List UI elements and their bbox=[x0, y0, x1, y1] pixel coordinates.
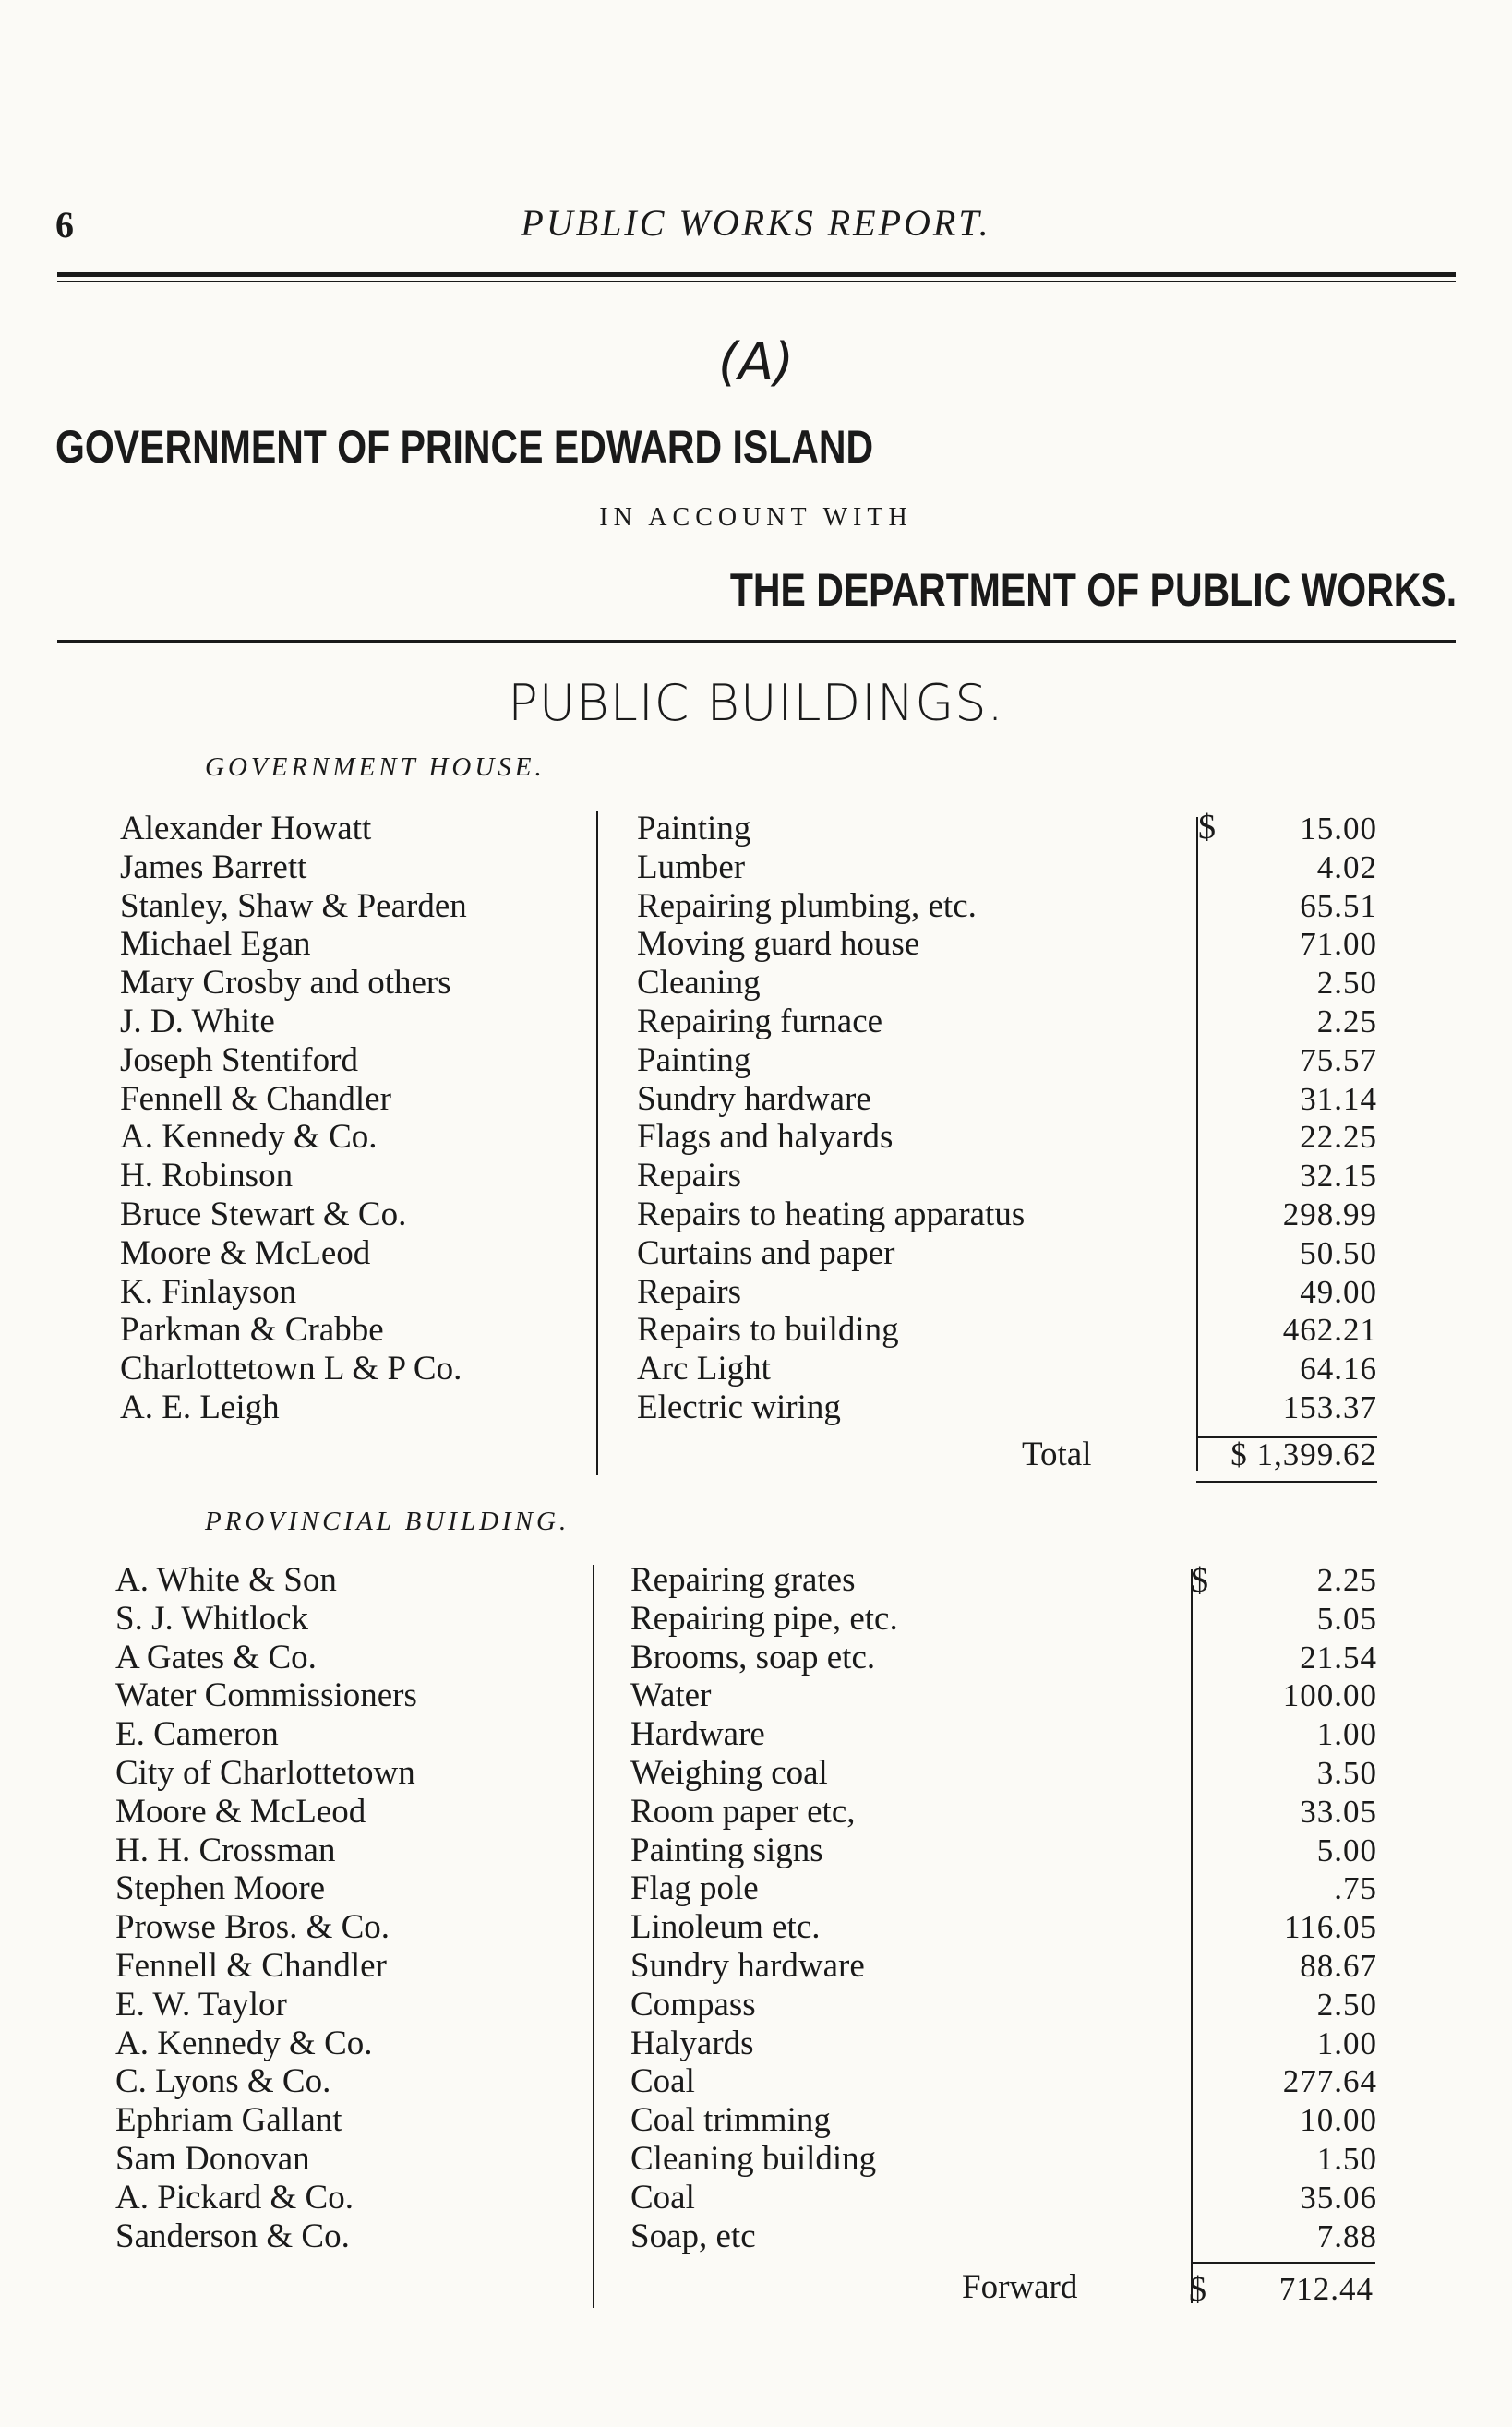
payee-name: Charlottetown L & P Co. bbox=[120, 1350, 462, 1388]
item-amount: 5.05 bbox=[1316, 1600, 1377, 1637]
payee-name: K. Finlayson bbox=[120, 1272, 297, 1311]
item-description: Repairs bbox=[637, 1272, 742, 1311]
item-description: Hardware bbox=[630, 1715, 765, 1754]
payee-name: E. W. Taylor bbox=[115, 1985, 287, 2024]
ledger-row bbox=[0, 2101, 1512, 2140]
ledger-row bbox=[0, 1350, 1512, 1388]
ledger-row bbox=[0, 2025, 1512, 2063]
payee-name: A. White & Son bbox=[115, 1561, 337, 1599]
ledger-row bbox=[0, 1234, 1512, 1273]
payee-name: S. J. Whitlock bbox=[115, 1599, 308, 1638]
payee-name: Parkman & Crabbe bbox=[120, 1311, 384, 1350]
payee-name: Sam Donovan bbox=[115, 2140, 310, 2178]
payee-name: Mary Crosby and others bbox=[120, 964, 451, 1003]
in-account-with: IN ACCOUNT WITH bbox=[599, 503, 913, 532]
item-description: Sundry hardware bbox=[637, 1079, 871, 1118]
payee-name: J. D. White bbox=[120, 1003, 275, 1040]
item-description: Repairing grates bbox=[630, 1561, 856, 1599]
item-description: Coal bbox=[630, 2178, 695, 2217]
ledger-row bbox=[0, 1273, 1512, 1312]
payee-name: Stanley, Shaw & Pearden bbox=[120, 886, 467, 925]
item-amount: 1.00 bbox=[1316, 1716, 1377, 1753]
item-amount: 10.00 bbox=[1300, 2102, 1377, 2139]
ledger-row bbox=[0, 810, 1512, 848]
ledger-row bbox=[0, 1157, 1512, 1195]
item-description: Cleaning bbox=[637, 964, 761, 1003]
payee-name: Bruce Stewart & Co. bbox=[120, 1195, 407, 1233]
payee-name: Joseph Stentiford bbox=[120, 1040, 358, 1079]
payee-name: Alexander Howatt bbox=[120, 810, 372, 847]
item-description: Cleaning building bbox=[630, 2140, 877, 2178]
forward-rule bbox=[1191, 2262, 1375, 2264]
item-amount: 50.50 bbox=[1300, 1234, 1377, 1271]
item-description: Weighing coal bbox=[630, 1754, 828, 1792]
payee-name: H. H. Crossman bbox=[115, 1831, 336, 1869]
item-amount: 462.21 bbox=[1282, 1312, 1377, 1349]
item-amount: 88.67 bbox=[1300, 1948, 1377, 1984]
item-amount: 31.14 bbox=[1300, 1080, 1377, 1117]
payee-name: C. Lyons & Co. bbox=[115, 2062, 331, 2101]
total-amount: $ 1,399.62 bbox=[1230, 1436, 1377, 1472]
item-amount: 33.05 bbox=[1300, 1793, 1377, 1830]
item-description: Soap, etc bbox=[630, 2217, 756, 2255]
currency-symbol: $ bbox=[1191, 1561, 1208, 1600]
payee-name: A. Pickard & Co. bbox=[115, 2178, 354, 2217]
ledger-row bbox=[0, 2217, 1512, 2256]
provincial-building-heading: PROVINCIAL BUILDING. bbox=[205, 1507, 570, 1536]
item-amount: 2.50 bbox=[1316, 1986, 1377, 2023]
item-description: Repairing plumbing, etc. bbox=[637, 886, 977, 925]
item-amount: 4.02 bbox=[1316, 848, 1377, 885]
item-amount: .75 bbox=[1334, 1870, 1377, 1907]
payee-name: Prowse Bros. & Co. bbox=[115, 1908, 390, 1947]
payee-name: Sanderson & Co. bbox=[115, 2217, 350, 2255]
ledger-row bbox=[0, 2062, 1512, 2101]
item-description: Repairs to building bbox=[637, 1311, 899, 1350]
total-underline bbox=[1196, 1481, 1377, 1483]
ledger-row bbox=[0, 2179, 1512, 2217]
item-description: Electric wiring bbox=[637, 1388, 841, 1426]
ledger-row bbox=[0, 1754, 1512, 1793]
forward-currency-symbol: $ bbox=[1189, 2270, 1206, 2309]
item-amount: 65.51 bbox=[1300, 887, 1377, 924]
item-amount: 1.50 bbox=[1316, 2141, 1377, 2177]
item-description: Moving guard house bbox=[637, 925, 920, 964]
ledger-row bbox=[0, 1715, 1512, 1754]
schedule-label: (A) bbox=[717, 332, 794, 392]
total-label: Total bbox=[1022, 1436, 1092, 1473]
forward-label: Forward bbox=[962, 2268, 1078, 2306]
running-title: PUBLIC WORKS REPORT. bbox=[521, 202, 991, 244]
page-number: 6 bbox=[55, 204, 74, 246]
item-amount: 153.37 bbox=[1282, 1389, 1377, 1425]
payee-name: A. Kennedy & Co. bbox=[120, 1118, 378, 1157]
ledger-row bbox=[0, 1600, 1512, 1639]
item-description: Painting bbox=[637, 810, 751, 847]
item-amount: 22.25 bbox=[1300, 1119, 1377, 1156]
ledger-row bbox=[0, 1832, 1512, 1870]
payee-name: James Barrett bbox=[120, 847, 307, 886]
ledger-row bbox=[0, 1561, 1512, 1600]
item-description: Curtains and paper bbox=[637, 1233, 895, 1272]
ledger-row bbox=[0, 848, 1512, 887]
title-divider bbox=[57, 640, 1456, 643]
ledger-row bbox=[0, 2140, 1512, 2179]
item-description: Room paper etc, bbox=[630, 1792, 856, 1831]
payee-name: Fennell & Chandler bbox=[120, 1079, 391, 1118]
item-amount: 2.25 bbox=[1316, 1562, 1377, 1598]
government-house-heading: GOVERNMENT HOUSE. bbox=[205, 752, 546, 782]
ledger-row bbox=[0, 1080, 1512, 1119]
item-description: Halyards bbox=[630, 2024, 754, 2062]
item-amount: 64.16 bbox=[1300, 1351, 1377, 1388]
ledger-row bbox=[0, 1195, 1512, 1234]
payee-name: A Gates & Co. bbox=[115, 1638, 317, 1676]
item-amount: 5.00 bbox=[1316, 1832, 1377, 1868]
ledger-row bbox=[0, 1986, 1512, 2025]
item-description: Repairs bbox=[637, 1157, 742, 1195]
government-title: GOVERNMENT OF PRINCE EDWARD ISLAND bbox=[55, 421, 874, 473]
item-amount: 1.00 bbox=[1316, 2025, 1377, 2061]
section-title: PUBLIC BUILDINGS. bbox=[508, 674, 1004, 732]
ledger-row bbox=[0, 1041, 1512, 1080]
payee-name: E. Cameron bbox=[115, 1715, 279, 1754]
payee-name: Stephen Moore bbox=[115, 1869, 326, 1908]
ledger-row bbox=[0, 1639, 1512, 1677]
department-title: THE DEPARTMENT OF PUBLIC WORKS. bbox=[729, 564, 1457, 616]
payee-name: A. Kennedy & Co. bbox=[115, 2024, 373, 2062]
item-description: Arc Light bbox=[637, 1350, 771, 1388]
currency-symbol: $ bbox=[1198, 808, 1216, 847]
item-amount: 3.50 bbox=[1316, 1755, 1377, 1791]
item-description: Coal trimming bbox=[630, 2101, 831, 2140]
ledger-row bbox=[0, 1908, 1512, 1947]
item-description: Flag pole bbox=[630, 1869, 759, 1908]
item-description: Flags and halyards bbox=[637, 1118, 894, 1157]
forward-amount: 712.44 bbox=[1278, 2271, 1374, 2307]
item-amount: 277.64 bbox=[1282, 2063, 1377, 2100]
ledger-row bbox=[0, 1947, 1512, 1986]
item-amount: 298.99 bbox=[1282, 1196, 1377, 1232]
ledger-row bbox=[0, 1793, 1512, 1832]
ledger-row bbox=[0, 1311, 1512, 1350]
ledger-row bbox=[0, 1118, 1512, 1157]
item-amount: 15.00 bbox=[1300, 811, 1377, 847]
item-description: Lumber bbox=[637, 847, 746, 886]
item-description: Repairing pipe, etc. bbox=[630, 1599, 898, 1638]
payee-name: Michael Egan bbox=[120, 925, 311, 964]
item-amount: 2.25 bbox=[1316, 1003, 1377, 1039]
item-description: Linoleum etc. bbox=[630, 1908, 821, 1947]
ledger-row bbox=[0, 1388, 1512, 1427]
payee-name: Fennell & Chandler bbox=[115, 1947, 387, 1985]
ledger-row bbox=[0, 925, 1512, 964]
item-description: Coal bbox=[630, 2062, 695, 2101]
ledger-row bbox=[0, 887, 1512, 926]
item-amount: 49.00 bbox=[1300, 1273, 1377, 1310]
item-amount: 75.57 bbox=[1300, 1041, 1377, 1078]
ledger-row bbox=[0, 1676, 1512, 1715]
item-description: Painting bbox=[637, 1040, 751, 1079]
item-amount: 100.00 bbox=[1282, 1677, 1377, 1714]
payee-name: H. Robinson bbox=[120, 1157, 294, 1195]
item-description: Brooms, soap etc. bbox=[630, 1638, 876, 1676]
item-amount: 7.88 bbox=[1316, 2217, 1377, 2254]
item-amount: 116.05 bbox=[1284, 1909, 1377, 1946]
payee-name: Moore & McLeod bbox=[120, 1233, 371, 1272]
item-amount: 35.06 bbox=[1300, 2179, 1377, 2216]
item-description: Repairs to heating apparatus bbox=[637, 1195, 1026, 1233]
ledger-row bbox=[0, 1869, 1512, 1908]
item-amount: 71.00 bbox=[1300, 926, 1377, 963]
item-description: Repairing furnace bbox=[637, 1003, 883, 1040]
item-description: Sundry hardware bbox=[630, 1947, 865, 1985]
ledger-row bbox=[0, 964, 1512, 1003]
item-description: Water bbox=[630, 1676, 712, 1715]
payee-name: A. E. Leigh bbox=[120, 1388, 280, 1426]
item-description: Compass bbox=[630, 1985, 756, 2024]
item-amount: 32.15 bbox=[1300, 1158, 1377, 1195]
payee-name: Moore & McLeod bbox=[115, 1792, 366, 1831]
payee-name: City of Charlottetown bbox=[115, 1754, 415, 1792]
header-double-rule bbox=[57, 272, 1456, 282]
ledger-row bbox=[0, 1003, 1512, 1041]
payee-name: Water Commissioners bbox=[115, 1676, 417, 1715]
payee-name: Ephriam Gallant bbox=[115, 2101, 342, 2140]
item-description: Painting signs bbox=[630, 1831, 823, 1869]
item-amount: 2.50 bbox=[1316, 965, 1377, 1002]
item-amount: 21.54 bbox=[1300, 1639, 1377, 1676]
